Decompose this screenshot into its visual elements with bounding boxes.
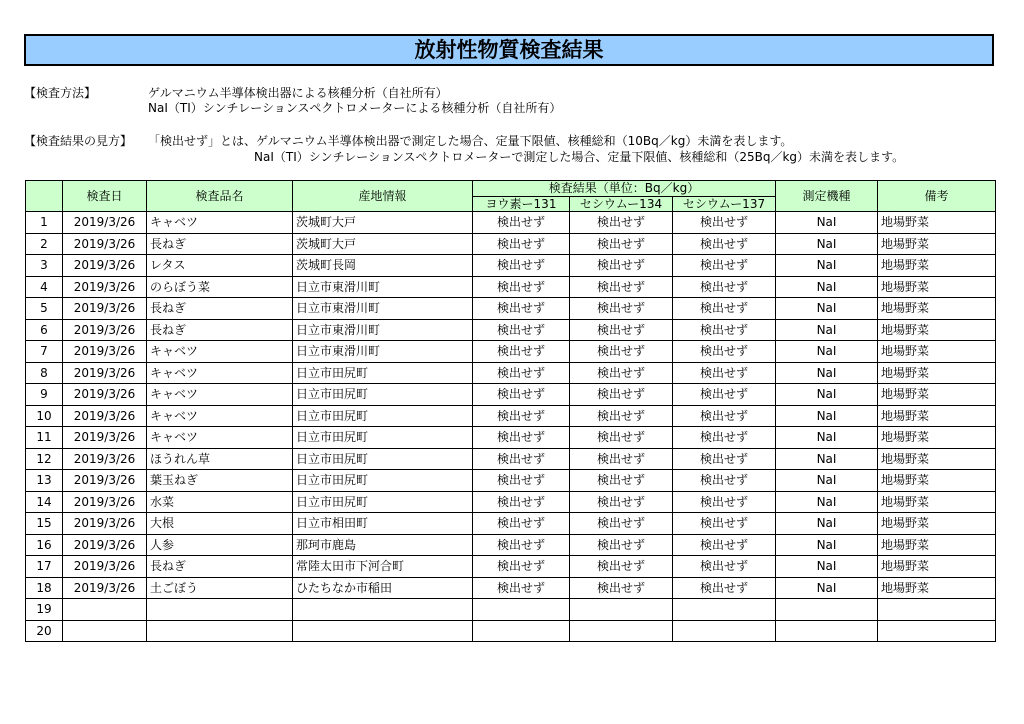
remarks-cell: 地場野菜 xyxy=(878,470,996,492)
origin-info-cell: 茨城町大戸 xyxy=(293,212,473,234)
method-line-1: ゲルマニウム半導体検出器による核種分析（自社所有） xyxy=(148,86,448,100)
origin-info-cell: ひたちなか市稲田 xyxy=(293,577,473,599)
table-row xyxy=(26,255,996,277)
result-cs134-cell: 検出せず xyxy=(570,534,673,556)
device-type-cell: NaI xyxy=(776,384,878,406)
result-cs137-cell: 検出せず xyxy=(673,491,776,513)
result-cs134-cell xyxy=(570,599,673,621)
origin-info-cell: 日立市田尻町 xyxy=(293,491,473,513)
header-no xyxy=(26,181,63,212)
origin-info-cell: 常陸太田市下河合町 xyxy=(293,556,473,578)
item-name-cell: 水菜 xyxy=(147,491,293,513)
result-cs134-cell: 検出せず xyxy=(570,212,673,234)
result-i131-cell: 検出せず xyxy=(473,255,570,277)
result-cs137-cell: 検出せず xyxy=(673,470,776,492)
origin-info-cell: 日立市田尻町 xyxy=(293,362,473,384)
header-date: 検査日 xyxy=(63,181,147,212)
row-number-cell: 1 xyxy=(26,212,63,234)
result-cs137-cell xyxy=(673,599,776,621)
device-type-cell: NaI xyxy=(776,255,878,277)
remarks-cell: 地場野菜 xyxy=(878,298,996,320)
row-number-cell: 8 xyxy=(26,362,63,384)
device-type-cell: NaI xyxy=(776,448,878,470)
remarks-cell: 地場野菜 xyxy=(878,513,996,535)
remarks-cell: 地場野菜 xyxy=(878,341,996,363)
results-body xyxy=(26,212,996,642)
row-number-cell: 14 xyxy=(26,491,63,513)
result-i131-cell: 検出せず xyxy=(473,362,570,384)
result-cs137-cell: 検出せず xyxy=(673,298,776,320)
result-i131-cell: 検出せず xyxy=(473,448,570,470)
result-cs137-cell: 検出せず xyxy=(673,255,776,277)
table-row xyxy=(26,319,996,341)
item-name-cell xyxy=(147,599,293,621)
remarks-cell: 地場野菜 xyxy=(878,276,996,298)
result-cs137-cell: 検出せず xyxy=(673,341,776,363)
result-cs134-cell: 検出せず xyxy=(570,405,673,427)
item-name-cell: 長ねぎ xyxy=(147,298,293,320)
origin-info-cell: 日立市東滑川町 xyxy=(293,341,473,363)
table-row xyxy=(26,470,996,492)
result-cs137-cell: 検出せず xyxy=(673,534,776,556)
table-row xyxy=(26,448,996,470)
origin-info-cell: 日立市相田町 xyxy=(293,513,473,535)
table-row xyxy=(26,427,996,449)
remarks-cell: 地場野菜 xyxy=(878,405,996,427)
table-row xyxy=(26,233,996,255)
row-number-cell: 3 xyxy=(26,255,63,277)
row-number-cell: 5 xyxy=(26,298,63,320)
result-i131-cell: 検出せず xyxy=(473,534,570,556)
table-row xyxy=(26,341,996,363)
result-cs134-cell: 検出せず xyxy=(570,427,673,449)
origin-info-cell: 日立市田尻町 xyxy=(293,405,473,427)
result-cs134-cell: 検出せず xyxy=(570,298,673,320)
device-type-cell: NaI xyxy=(776,513,878,535)
row-number-cell: 11 xyxy=(26,427,63,449)
result-i131-cell: 検出せず xyxy=(473,298,570,320)
result-cs134-cell: 検出せず xyxy=(570,384,673,406)
header-i131: ヨウ素ー131 xyxy=(473,196,570,212)
device-type-cell: NaI xyxy=(776,470,878,492)
header-result-group: 検査結果（単位：Bq／kg） xyxy=(473,181,776,197)
result-cs134-cell: 検出せず xyxy=(570,341,673,363)
item-name-cell xyxy=(147,620,293,642)
header-item: 検査品名 xyxy=(147,181,293,212)
inspection-date-cell: 2019/3/26 xyxy=(63,233,147,255)
result-i131-cell: 検出せず xyxy=(473,233,570,255)
table-row xyxy=(26,212,996,234)
table-row xyxy=(26,405,996,427)
origin-info-cell: 茨城町長岡 xyxy=(293,255,473,277)
row-number-cell: 17 xyxy=(26,556,63,578)
device-type-cell: NaI xyxy=(776,427,878,449)
device-type-cell xyxy=(776,599,878,621)
row-number-cell: 10 xyxy=(26,405,63,427)
result-i131-cell: 検出せず xyxy=(473,577,570,599)
result-i131-cell: 検出せず xyxy=(473,276,570,298)
remarks-cell: 地場野菜 xyxy=(878,212,996,234)
result-i131-cell: 検出せず xyxy=(473,405,570,427)
reading-line-1: 「検出せず」とは、ゲルマニウム半導体検出器で測定した場合、定量下限値、核種総和（10Bq／kg）未満を表します。 xyxy=(148,134,793,148)
item-name-cell: 葉玉ねぎ xyxy=(147,470,293,492)
device-type-cell xyxy=(776,620,878,642)
item-name-cell: 人参 xyxy=(147,534,293,556)
reading-label: 【検査結果の見方】 xyxy=(24,134,133,148)
item-name-cell: レタス xyxy=(147,255,293,277)
result-cs134-cell: 検出せず xyxy=(570,276,673,298)
inspection-date-cell: 2019/3/26 xyxy=(63,577,147,599)
remarks-cell: 地場野菜 xyxy=(878,255,996,277)
item-name-cell: 土ごぼう xyxy=(147,577,293,599)
item-name-cell: 長ねぎ xyxy=(147,233,293,255)
inspection-date-cell: 2019/3/26 xyxy=(63,384,147,406)
remarks-cell: 地場野菜 xyxy=(878,577,996,599)
row-number-cell: 4 xyxy=(26,276,63,298)
inspection-date-cell: 2019/3/26 xyxy=(63,255,147,277)
remarks-cell: 地場野菜 xyxy=(878,384,996,406)
result-i131-cell: 検出せず xyxy=(473,212,570,234)
inspection-date-cell: 2019/3/26 xyxy=(63,341,147,363)
table-row xyxy=(26,534,996,556)
row-number-cell: 16 xyxy=(26,534,63,556)
table-row xyxy=(26,620,996,642)
remarks-cell xyxy=(878,620,996,642)
item-name-cell: キャベツ xyxy=(147,384,293,406)
remarks-cell: 地場野菜 xyxy=(878,448,996,470)
row-number-cell: 13 xyxy=(26,470,63,492)
result-cs134-cell xyxy=(570,620,673,642)
result-cs137-cell: 検出せず xyxy=(673,319,776,341)
inspection-date-cell: 2019/3/26 xyxy=(63,513,147,535)
row-number-cell: 12 xyxy=(26,448,63,470)
device-type-cell: NaI xyxy=(776,319,878,341)
item-name-cell: キャベツ xyxy=(147,362,293,384)
result-i131-cell: 検出せず xyxy=(473,427,570,449)
header-remarks: 備考 xyxy=(878,181,996,212)
result-i131-cell: 検出せず xyxy=(473,556,570,578)
inspection-date-cell: 2019/3/26 xyxy=(63,298,147,320)
inspection-date-cell: 2019/3/26 xyxy=(63,491,147,513)
inspection-date-cell xyxy=(63,599,147,621)
inspection-date-cell: 2019/3/26 xyxy=(63,276,147,298)
header-origin: 産地情報 xyxy=(293,181,473,212)
inspection-date-cell: 2019/3/26 xyxy=(63,319,147,341)
table-row xyxy=(26,491,996,513)
result-cs137-cell: 検出せず xyxy=(673,384,776,406)
result-i131-cell: 検出せず xyxy=(473,341,570,363)
origin-info-cell: 日立市東滑川町 xyxy=(293,298,473,320)
origin-info-cell xyxy=(293,599,473,621)
device-type-cell: NaI xyxy=(776,556,878,578)
table-row xyxy=(26,276,996,298)
result-i131-cell: 検出せず xyxy=(473,470,570,492)
table-row xyxy=(26,384,996,406)
remarks-cell xyxy=(878,599,996,621)
result-cs137-cell: 検出せず xyxy=(673,233,776,255)
result-cs134-cell: 検出せず xyxy=(570,448,673,470)
row-number-cell: 7 xyxy=(26,341,63,363)
result-cs137-cell: 検出せず xyxy=(673,577,776,599)
result-cs137-cell: 検出せず xyxy=(673,448,776,470)
item-name-cell: 大根 xyxy=(147,513,293,535)
item-name-cell: 長ねぎ xyxy=(147,319,293,341)
table-row xyxy=(26,599,996,621)
row-number-cell: 9 xyxy=(26,384,63,406)
device-type-cell: NaI xyxy=(776,405,878,427)
remarks-cell: 地場野菜 xyxy=(878,233,996,255)
origin-info-cell: 茨城町大戸 xyxy=(293,233,473,255)
method-label: 【検査方法】 xyxy=(24,86,97,100)
result-cs134-cell: 検出せず xyxy=(570,470,673,492)
device-type-cell: NaI xyxy=(776,341,878,363)
remarks-cell: 地場野菜 xyxy=(878,427,996,449)
remarks-cell: 地場野菜 xyxy=(878,319,996,341)
item-name-cell: キャベツ xyxy=(147,427,293,449)
results-table xyxy=(25,180,996,642)
result-i131-cell xyxy=(473,620,570,642)
inspection-date-cell: 2019/3/26 xyxy=(63,534,147,556)
result-cs137-cell: 検出せず xyxy=(673,513,776,535)
device-type-cell: NaI xyxy=(776,276,878,298)
result-cs137-cell xyxy=(673,620,776,642)
result-cs137-cell: 検出せず xyxy=(673,405,776,427)
result-i131-cell: 検出せず xyxy=(473,319,570,341)
item-name-cell: キャベツ xyxy=(147,405,293,427)
origin-info-cell: 日立市東滑川町 xyxy=(293,276,473,298)
result-i131-cell: 検出せず xyxy=(473,491,570,513)
result-cs134-cell: 検出せず xyxy=(570,491,673,513)
inspection-date-cell: 2019/3/26 xyxy=(63,405,147,427)
header-device: 測定機種 xyxy=(776,181,878,212)
result-cs134-cell: 検出せず xyxy=(570,577,673,599)
result-cs134-cell: 検出せず xyxy=(570,556,673,578)
item-name-cell: キャベツ xyxy=(147,341,293,363)
result-i131-cell xyxy=(473,599,570,621)
item-name-cell: のらぼう菜 xyxy=(147,276,293,298)
result-i131-cell: 検出せず xyxy=(473,384,570,406)
origin-info-cell: 日立市田尻町 xyxy=(293,384,473,406)
device-type-cell: NaI xyxy=(776,491,878,513)
inspection-date-cell: 2019/3/26 xyxy=(63,362,147,384)
result-cs137-cell: 検出せず xyxy=(673,556,776,578)
device-type-cell: NaI xyxy=(776,534,878,556)
inspection-date-cell: 2019/3/26 xyxy=(63,470,147,492)
result-i131-cell: 検出せず xyxy=(473,513,570,535)
result-cs134-cell: 検出せず xyxy=(570,319,673,341)
remarks-cell: 地場野菜 xyxy=(878,491,996,513)
row-number-cell: 20 xyxy=(26,620,63,642)
page-title: 放射性物質検査結果 xyxy=(24,34,994,66)
table-row xyxy=(26,298,996,320)
table-row xyxy=(26,362,996,384)
result-cs137-cell: 検出せず xyxy=(673,212,776,234)
inspection-date-cell: 2019/3/26 xyxy=(63,448,147,470)
inspection-date-cell xyxy=(63,620,147,642)
row-number-cell: 19 xyxy=(26,599,63,621)
device-type-cell: NaI xyxy=(776,577,878,599)
table-row xyxy=(26,513,996,535)
result-cs137-cell: 検出せず xyxy=(673,427,776,449)
result-cs134-cell: 検出せず xyxy=(570,513,673,535)
reading-line-2: NaI（TI）シンチレーションスペクトロメーターで測定した場合、定量下限値、核種総和（25Bq／kg）未満を表します。 xyxy=(254,150,905,164)
origin-info-cell: 日立市田尻町 xyxy=(293,470,473,492)
remarks-cell: 地場野菜 xyxy=(878,362,996,384)
table-row xyxy=(26,556,996,578)
row-number-cell: 6 xyxy=(26,319,63,341)
result-cs137-cell: 検出せず xyxy=(673,276,776,298)
result-cs137-cell: 検出せず xyxy=(673,362,776,384)
device-type-cell: NaI xyxy=(776,212,878,234)
device-type-cell: NaI xyxy=(776,233,878,255)
remarks-cell: 地場野菜 xyxy=(878,556,996,578)
row-number-cell: 15 xyxy=(26,513,63,535)
header-cs137: セシウムー137 xyxy=(673,196,776,212)
row-number-cell: 2 xyxy=(26,233,63,255)
origin-info-cell: 日立市田尻町 xyxy=(293,427,473,449)
result-cs134-cell: 検出せず xyxy=(570,255,673,277)
inspection-date-cell: 2019/3/26 xyxy=(63,212,147,234)
row-number-cell: 18 xyxy=(26,577,63,599)
inspection-date-cell: 2019/3/26 xyxy=(63,556,147,578)
item-name-cell: ほうれん草 xyxy=(147,448,293,470)
device-type-cell: NaI xyxy=(776,298,878,320)
method-line-2: NaI（TI）シンチレーションスペクトロメーターによる核種分析（自社所有） xyxy=(148,101,562,115)
device-type-cell: NaI xyxy=(776,362,878,384)
item-name-cell: キャベツ xyxy=(147,212,293,234)
origin-info-cell xyxy=(293,620,473,642)
item-name-cell: 長ねぎ xyxy=(147,556,293,578)
remarks-cell: 地場野菜 xyxy=(878,534,996,556)
header-cs134: セシウムー134 xyxy=(570,196,673,212)
result-cs134-cell: 検出せず xyxy=(570,362,673,384)
table-row xyxy=(26,577,996,599)
result-cs134-cell: 検出せず xyxy=(570,233,673,255)
origin-info-cell: 日立市東滑川町 xyxy=(293,319,473,341)
inspection-date-cell: 2019/3/26 xyxy=(63,427,147,449)
origin-info-cell: 日立市田尻町 xyxy=(293,448,473,470)
origin-info-cell: 那珂市鹿島 xyxy=(293,534,473,556)
